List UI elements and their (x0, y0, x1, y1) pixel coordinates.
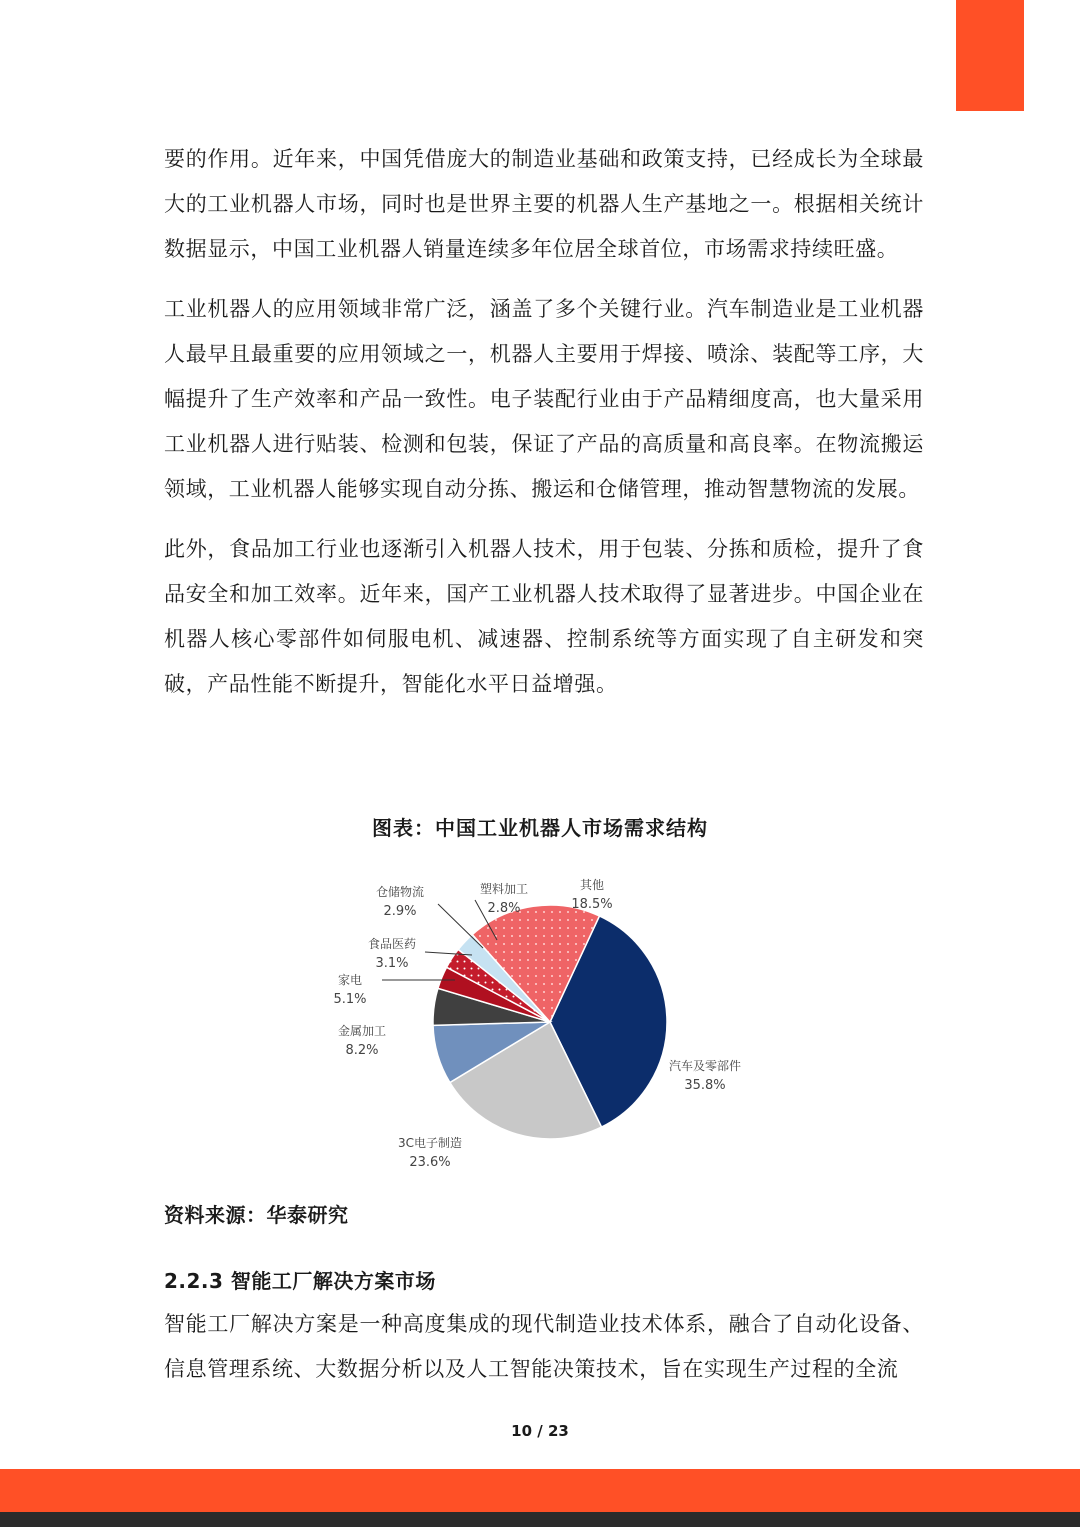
section-heading: 2.2.3 智能工厂解决方案市场 (164, 1269, 436, 1293)
slice-value-5: 3.1% (375, 956, 409, 971)
slice-value-1: 35.8% (684, 1078, 726, 1093)
slice-label-6: 仓储物流 (375, 885, 425, 899)
slice-value-6: 2.9% (383, 904, 417, 919)
slice-value-7: 2.8% (487, 901, 521, 916)
corner-accent-tab (956, 0, 1024, 111)
leader-line-6 (438, 904, 483, 948)
slice-value-8: 18.5% (571, 897, 613, 912)
body-text (164, 137, 924, 722)
slice-label-5: 食品医药 (367, 937, 417, 951)
pie-chart (300, 860, 820, 1190)
page-number: 10 / 23 (511, 1422, 569, 1440)
slice-label-1: 汽车及零部件 (668, 1059, 742, 1073)
paragraph-2: 工业机器人的应用领域非常广泛，涵盖了多个关键行业。汽车制造业是工业机器人最早且最重要的应用领域之一，机器人主要用于焊接、喷涂、装配等工序，大幅提升了生产效率和产品一致性。电子装配行业由于产品精细度高，也大量采用工业机器人进行贴装、检测和包装，保证了产品的高质量和高良率。在物流搬运领域，工业机器人能够实现自动分拣、搬运和仓储管理，推动智慧物流的发展。 (164, 297, 924, 501)
slice-label-2: 3C电子制造 (397, 1136, 463, 1150)
slice-value-4: 5.1% (333, 992, 367, 1007)
footer-dark-line (0, 1512, 1080, 1527)
paragraph-1: 要的作用。近年来，中国凭借庞大的制造业基础和政策支持，已经成长为全球最大的工业机器人市场，同时也是世界主要的机器人生产基地之一。根据相关统计数据显示，中国工业机器人销量连续多年位居全球首位，市场需求持续旺盛。 (164, 147, 924, 261)
slice-label-7: 塑料加工 (479, 882, 529, 896)
section-paragraph: 智能工厂解决方案是一种高度集成的现代制造业技术体系，融合了自动化设备、信息管理系统、大数据分析以及人工智能决策技术，旨在实现生产过程的全流 (164, 1312, 924, 1381)
slice-value-2: 23.6% (409, 1155, 451, 1170)
slice-label-3: 金属加工 (337, 1024, 387, 1038)
chart-title: 图表：中国工业机器人市场需求结构 (372, 816, 708, 840)
paragraph-3: 此外，食品加工行业也逐渐引入机器人技术，用于包装、分拣和质检，提升了食品安全和加工效率。近年来，国产工业机器人技术取得了显著进步。中国企业在机器人核心零部件如伺服电机、减速器、控制系统等方面实现了自主研发和突破，产品性能不断提升，智能化水平日益增强。 (164, 537, 924, 696)
chart-source: 资料来源：华泰研究 (164, 1203, 349, 1227)
slice-label-4: 家电 (337, 973, 363, 987)
footer-accent-bar (0, 1469, 1080, 1512)
slice-value-3: 8.2% (345, 1043, 379, 1058)
slice-label-8: 其他 (579, 878, 605, 892)
